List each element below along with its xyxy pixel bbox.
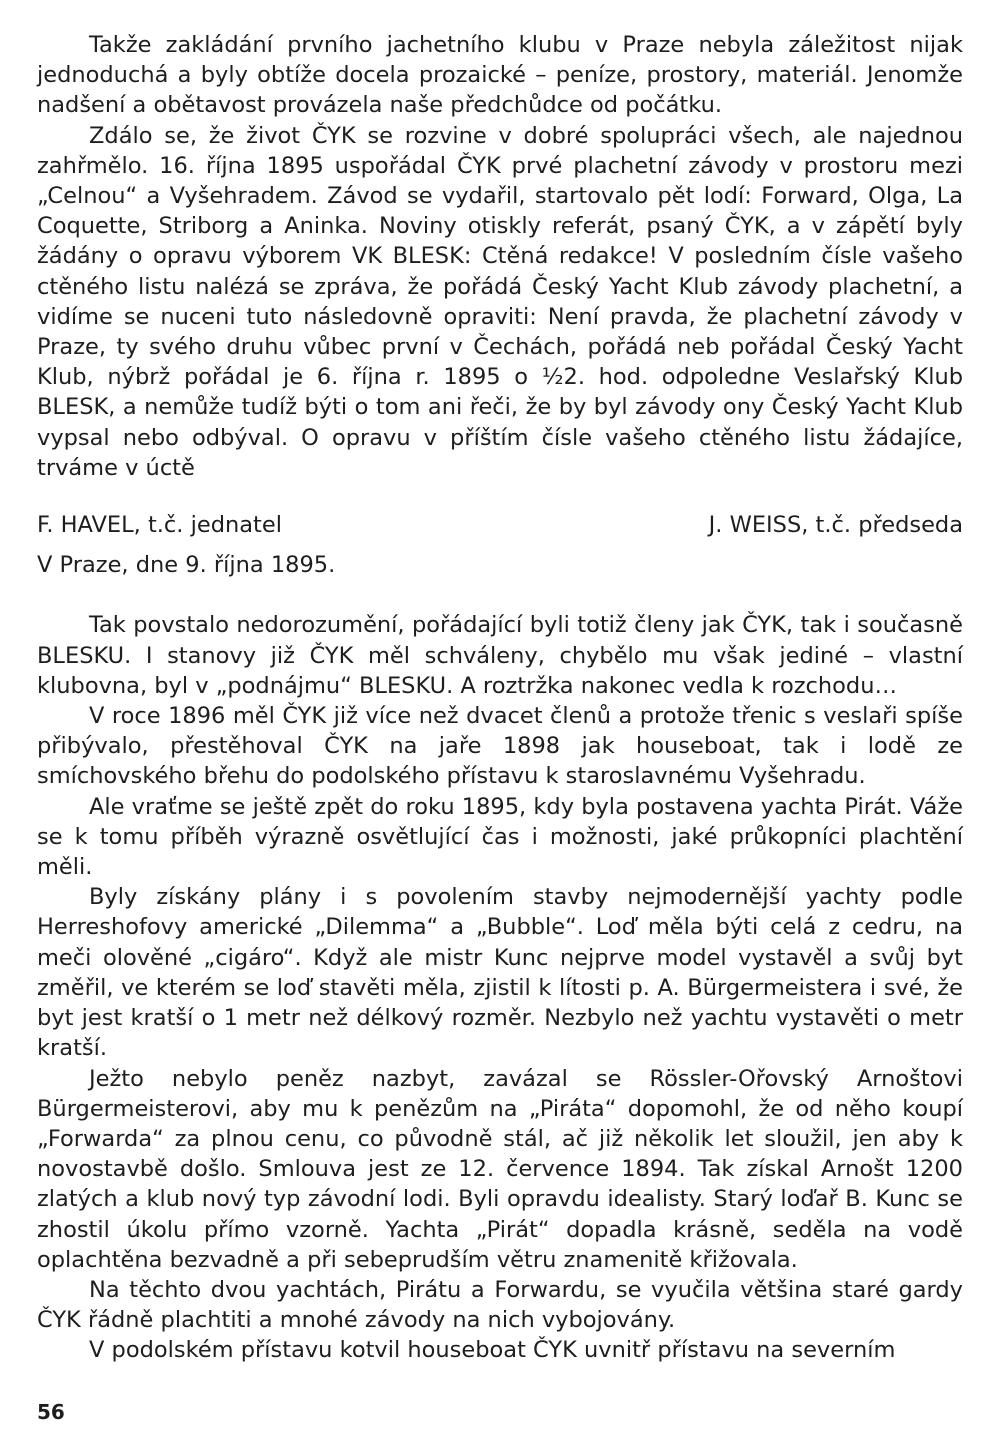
paragraph-6: Na těchto dvou yachtách, Pirátu a Forwardu, se vyučila většina staré gardy ČYK řádně plachtiti a mnohé závody na nich vybojovány. xyxy=(37,1276,963,1334)
paragraph-intro-1: Takže zakládání prvního jachetního klubu v Praze nebyla záležitost nijak jednoduchá a byly obtíže docela prozaické – peníze, prostory, materiál. Jenomže nadšení a obětavost provázela naše předchůdce od počátku. xyxy=(37,32,963,119)
paragraph-3: Ale vraťme se ještě zpět do roku 1895, kdy byla postavena yachta Pirát. Váže se k tomu příběh výrazně osvětlující čas i možnosti, jaké průkopníci plachtění měli. xyxy=(37,793,963,881)
place-date: V Praze, dne 9. října 1895. xyxy=(37,552,336,579)
paragraph-2: V roce 1896 měl ČYK již více než dvacet členů a protože třenic s veslaři spíše přibývalo, přestěhoval ČYK na jaře 1898 jak houseboat, tak i lodě ze smíchovského břehu do podolského přístavu k staroslavnému Vyšehradu. xyxy=(37,703,963,790)
paragraph-5: Ježto nebylo peněz nazbyt, zavázal se Rössler-Ořovský Arnoštovi Bürgermeisterovi, aby mu k penězům na „Piráta“ dopomohl, že od něho koupí „Forwarda“ za plnou cenu, co původně stál, ač již několik let sloužil, jen aby k novostavbě došlo. Smlouva jest ze 12. července 1894. Tak získal Arnošt 1200 zlatých a klub nový typ závodní lodi. Byli opravdu idealisty. Starý loďař B. Kunc se zhostil úkolu přímo vzorně. Yachta „Pirát“ dopadla krásně, seděla na vodě oplachtěna bezvadně a při sebeprudším větru znamenitě křižovala. xyxy=(37,1065,963,1273)
signature-right: J. WEISS, t.č. předseda xyxy=(708,512,963,539)
signature-left: F. HAVEL, t.č. jednatel xyxy=(37,512,282,539)
paragraph-intro-2: Zdálo se, že život ČYK se rozvine v dobré spolupráci všech, ale najednou zahřmělo. 16. října 1895 uspořádal ČYK prvé plachetní závody v prostoru mezi „Celnou“ a Vyšehradem. Závod se vydařil, startovalo pět lodí: Forward, Olga, La Coquette, Striborg a Aninka. Noviny otiskly referát, psaný ČYK, a v zápětí byly žádány o opravu výborem VK BLESK: Ctěná redakce! V posledním čísle vašeho ctěného listu nalézá se zpráva, že pořádá Český Yacht Klub závody plachetní, a vidíme se nuceni tuto následovně opraviti: Není pravda, že plachetní závody v Praze, ty svého druhu vůbec první v Čechách, pořádá neb pořádal Český Yacht Klub, nýbrž pořádal je 6. října r. 1895 o ½2. hod. odpoledne Veslařský Klub BLESK, a nemůže tudíž býti o tom ani řeči, že by byl závody ony Český Yacht Klub vypsal nebo odbýval. O opravu v příštím čísle vašeho ctěného listu žádajíce, trváme v úctě xyxy=(37,122,963,481)
signature-row xyxy=(37,510,963,540)
page-body xyxy=(37,30,963,1366)
paragraph-7: V podolském přístavu kotvil houseboat ČYK uvnitř přístavu na severním xyxy=(89,1337,896,1364)
paragraph-4: Byly získány plány i s povolením stavby nejmodernější yachty podle Herreshofovy americké „Dilemma“ a „Bubble“. Loď měla býti celá z cedru, na meči olověné „cigáro“. Když ale mistr Kunc nejprve model vystavěl a svůj byt změřil, ve kterém se loď stavěti měla, zjistil k lítosti p. A. Bürgermeistera i své, že byt jest kratší o 1 metr než délkový rozměr. Nezbylo než yachtu vystavěti o metr kratší. xyxy=(37,884,963,1062)
paragraph-1: Tak povstalo nedorozumění, pořádající byli totiž členy jak ČYK, tak i současně BLESKU. I stanovy již ČYK měl schváleny, chybělo mu však jediné – vlastní klubovna, byl v „podnájmu“ BLESKU. A roztržka nakonec vedla k rozchodu… xyxy=(37,612,963,699)
page-number: 56 xyxy=(37,1400,65,1424)
